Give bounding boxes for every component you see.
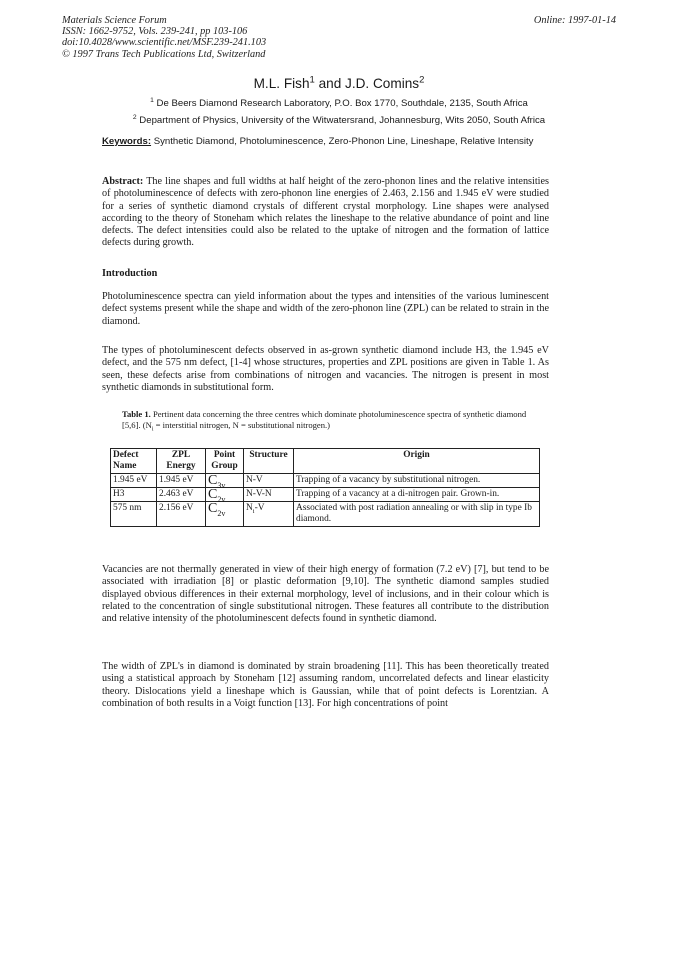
cell-structure: N-V xyxy=(244,474,294,488)
keywords-label: Keywords: xyxy=(102,136,152,147)
intro-paragraph-3: Vacancies are not thermally generated in view of their high energy of formation (7.2 eV) [7], but tend to be associated with irradiation [8] or plastic deformation [9,10]. The synthetic diamond samples studied displayed obvious differences in their external morphology, level of inclusions, and in their colour which is related to the concentration of single substitutional nitrogen. These features all contribute to the distribution and relative intensity of the photoluminescent defects found in synthetic diamond. xyxy=(102,564,549,625)
cell-name: 575 nm xyxy=(111,502,157,527)
table-caption-label: Table 1. xyxy=(122,409,151,419)
copyright-line: © 1997 Trans Tech Publications Ltd, Switzerland xyxy=(62,48,266,60)
cell-origin: Trapping of a vacancy at a di-nitrogen pair. Grown-in. xyxy=(294,488,540,502)
introduction-heading: Introduction xyxy=(102,268,158,279)
cell-energy: 1.945 eV xyxy=(157,474,206,488)
affiliation-2-text: Department of Physics, University of the Witwatersrand, Johannesburg, Wits 2050, South Africa xyxy=(136,115,546,126)
cell-origin: Trapping of a vacancy by substitutional nitrogen. xyxy=(294,474,540,488)
table-header-row xyxy=(111,449,540,474)
affiliation-1-text: De Beers Diamond Research Laboratory, P.O. Box 1770, Southdale, 2135, South Africa xyxy=(153,98,528,109)
cell-name: H3 xyxy=(111,488,157,502)
affiliation-1 xyxy=(0,98,678,109)
journal-header xyxy=(62,15,266,60)
th-defect-name: Defect Name xyxy=(111,449,157,474)
table-row xyxy=(111,502,540,527)
cell-structure: N-V-N xyxy=(244,488,294,502)
journal-name: Materials Science Forum xyxy=(62,15,167,26)
online-date: Online: 1997-01-14 xyxy=(533,15,616,26)
intro-paragraph-1: Photoluminescence spectra can yield information about the types and intensities of the various luminescent defect systems present while the shape and width of the zero-phonon line (ZPL) can be related to strain in the diamond. xyxy=(102,291,549,327)
author-2-sup: 2 xyxy=(419,74,425,86)
defect-table xyxy=(110,448,540,527)
cell-name: 1.945 eV xyxy=(111,474,157,488)
intro-paragraph-2: The types of photoluminescent defects observed in as-grown synthetic diamond include H3, the 1.945 eV defect, and the 575 nm defect, [1-4] whose structures, properties and ZPL positions are given in Table 1. As seen, these defects arise from combinations of nitrogen and vacancies. The nitrogen is present in most synthetic diamonds in substitutional form. xyxy=(102,345,549,393)
cell-energy: 2.463 eV xyxy=(157,488,206,502)
affiliation-2 xyxy=(0,115,678,126)
th-origin: Origin xyxy=(294,449,540,474)
cell-point-group: $C_{2v}$ xyxy=(206,488,244,502)
intro-paragraph-4: The width of ZPL's in diamond is dominated by strain broadening [11]. This has been theoretically treated using a statistical approach by Stoneham [12] assuming random, uncorrelated defects and linear elasticity theory. Dislocations yield a lineshape which is Gaussian, while that of point defects is Lorentzian. A combination of both results in a Voigt function [13]. For high concentrations of point xyxy=(102,661,549,709)
doi-line: doi:10.4028/www.scientific.net/MSF.239-241.103 xyxy=(62,37,267,49)
table-row xyxy=(111,474,540,488)
th-point-group: Point Group xyxy=(206,449,244,474)
affiliation-2-sup: 2 xyxy=(132,113,137,121)
table-caption xyxy=(122,409,542,432)
cell-point-group: $C_{2v}$ xyxy=(206,502,244,527)
table-caption-text-b: = interstitial nitrogen, N = substitutional nitrogen.) xyxy=(153,420,331,431)
cell-point-group: $C_{3v}$ xyxy=(206,474,244,488)
cell-origin: Associated with post radiation annealing or with slip in type Ib diamond. xyxy=(294,502,540,527)
table-caption-text-a: Pertinent data concerning the three centres which dominate photoluminescence spectra of synthetic diamond [5,6]. (N xyxy=(122,409,527,431)
paper-authors xyxy=(0,76,678,91)
author-1-sup: 1 xyxy=(309,74,315,86)
keywords-text: Synthetic Diamond, Photoluminescence, Zero-Phonon Line, Lineshape, Relative Intensity xyxy=(151,136,534,147)
cell-structure: $N_i-V$ xyxy=(244,502,294,527)
table-caption-sub: i xyxy=(151,427,154,434)
issn-line: ISSN: 1662-9752, Vols. 239-241, pp 103-106 xyxy=(62,26,248,38)
author-2: and J.D. Comins xyxy=(314,76,420,91)
author-1: M.L. Fish xyxy=(253,76,310,91)
abstract xyxy=(102,176,549,250)
affiliation-1-sup: 1 xyxy=(150,96,154,104)
cell-energy: 2.156 eV xyxy=(157,502,206,527)
th-structure: Structure xyxy=(244,449,294,474)
abstract-label: Abstract: xyxy=(102,176,144,187)
th-zpl-energy: ZPL Energy xyxy=(157,449,206,474)
table-row xyxy=(111,488,540,502)
abstract-text: The line shapes and full widths at half height of the zero-phonon lines and the relative intensities of photoluminescence of defects with zero-phonon line energies of 2.463, 2.156 and 1.945 eV were studied for a series of synthetic diamond crystals of different crystal morphology. Line shapes were analysed according to the theory of Stoneham which relates the lineshape to the relative abundance of point and line defects. The defect intensities could also be related to the uptake of nitrogen and the formation of lattice defects during growth. xyxy=(102,176,549,249)
keywords xyxy=(102,136,550,148)
